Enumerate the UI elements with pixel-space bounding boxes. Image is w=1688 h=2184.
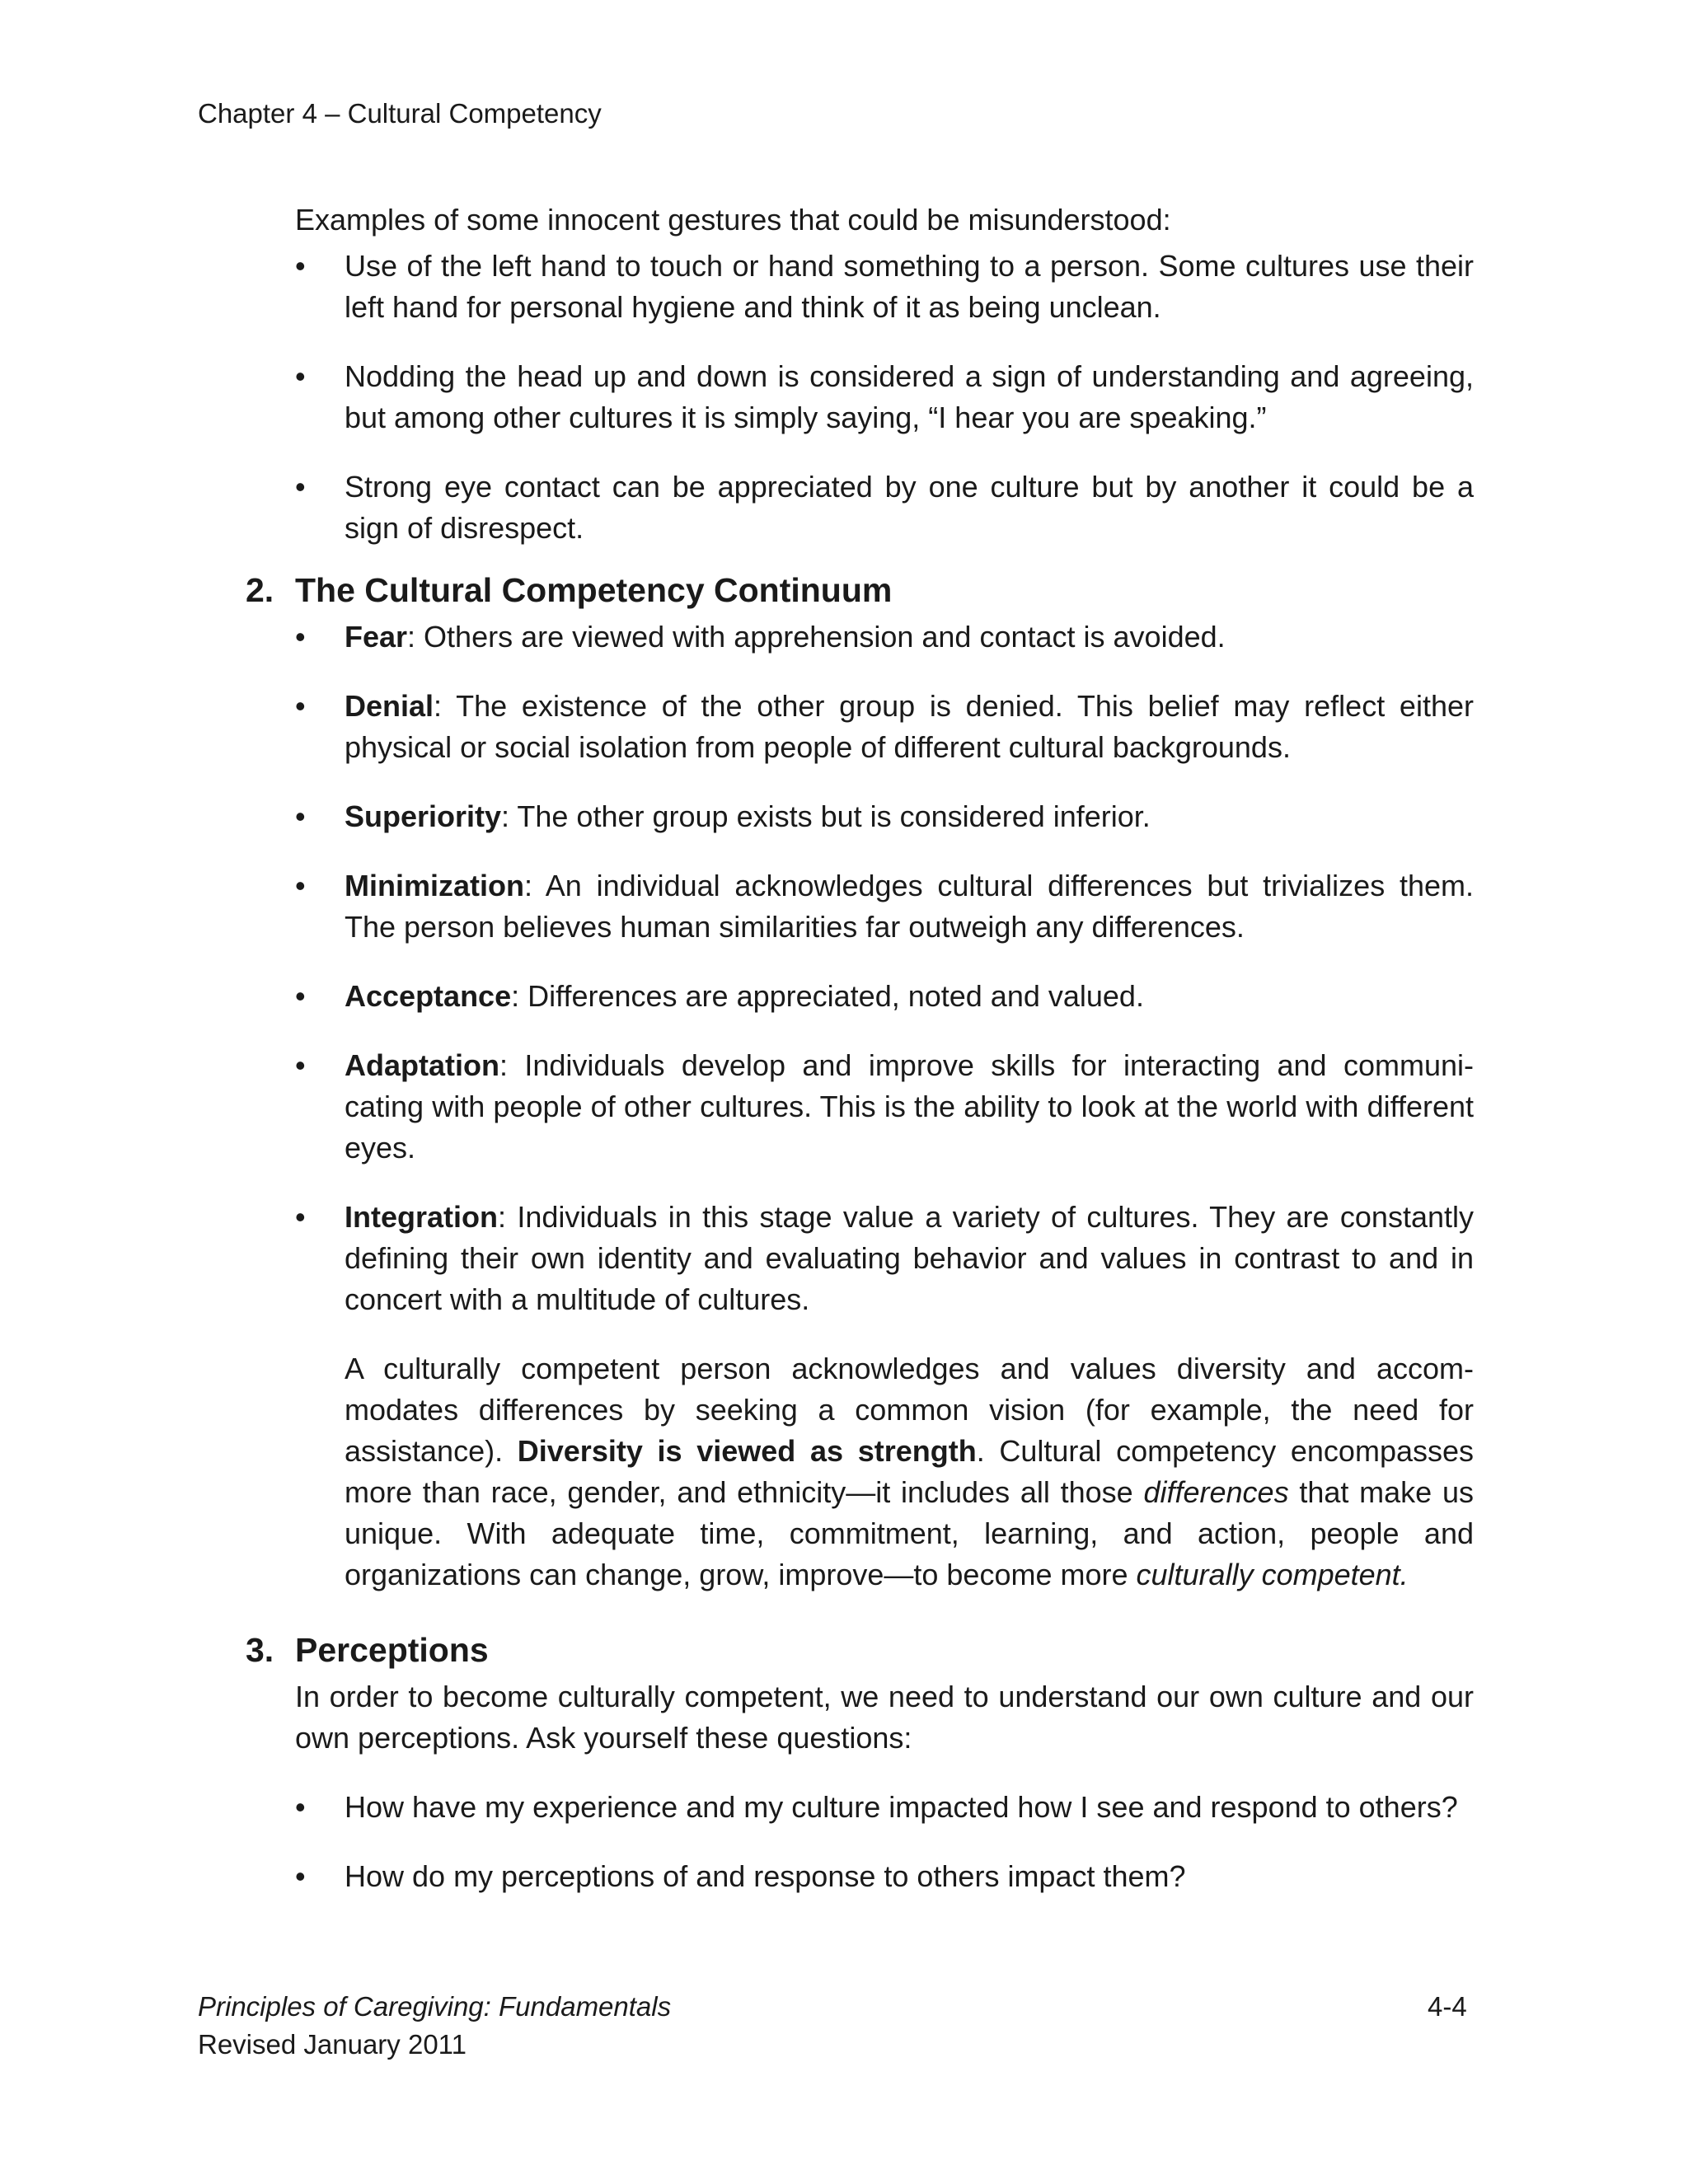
closing-italic-1: differences (1143, 1475, 1289, 1509)
list-item (295, 616, 1474, 658)
bullet-icon: • (295, 1790, 306, 1824)
list-item (295, 246, 1474, 328)
page-content (246, 199, 1475, 1925)
bullet-icon: • (295, 470, 306, 504)
section-2-heading (246, 567, 1474, 613)
list-item (295, 865, 1474, 948)
term-label: Superiority (345, 799, 502, 833)
bullet-icon: • (295, 689, 306, 723)
list-item-text: Nodding the head up and down is considered a sign of understanding and agreeing, but among other cultures it is simply saying, “I hear you are speaking.” (345, 359, 1474, 434)
section-3-heading (246, 1627, 1474, 1673)
closing-text-1: A culturally competent person acknowledges and values diversity and accom-modates differences by seeking a common vision (for example, the need for assistance). (345, 1352, 1474, 1468)
continuum-list (295, 616, 1474, 1320)
list-item (295, 1856, 1474, 1897)
term-definition: : The other group exists but is considered inferior. (501, 799, 1151, 833)
list-item-text: Use of the left hand to touch or hand something to a person. Some cultures use their left hand for personal hygiene and think of it as being unclean. (345, 249, 1474, 324)
list-item (295, 356, 1474, 438)
page-header: Chapter 4 – Cultural Competency (198, 98, 602, 129)
closing-paragraph (295, 1348, 1474, 1596)
bullet-icon: • (295, 799, 306, 833)
term-label: Acceptance (345, 979, 512, 1013)
section-title: The Cultural Competency Continuum (295, 571, 893, 609)
section-title: Perceptions (295, 1631, 489, 1669)
list-item-text: How have my experience and my culture impacted how I see and respond to others? (345, 1790, 1458, 1824)
closing-italic-2: culturally competent. (1136, 1558, 1409, 1591)
bullet-icon: • (295, 1048, 306, 1082)
gestures-list (295, 246, 1474, 549)
term-label: Adaptation (345, 1048, 499, 1082)
list-item-text: How do my perceptions of and response to others impact them? (345, 1859, 1186, 1893)
term-definition: : The existence of the other group is denied. This belief may reflect either physical or social isolation from people of different cultural backgrounds. (345, 689, 1474, 764)
term-definition: : Individuals develop and improve skills for interacting and communi-cating with people of other cultures. This is the ability to look at the world with different eyes. (345, 1048, 1474, 1165)
list-item (295, 796, 1474, 837)
list-item (295, 686, 1474, 768)
term-label: Minimization (345, 869, 524, 902)
page-footer (198, 1988, 671, 2064)
term-label: Fear (345, 620, 408, 654)
page-number: 4-4 (1428, 1991, 1467, 2022)
term-label: Integration (345, 1200, 498, 1234)
bullet-icon: • (295, 869, 306, 902)
list-item (295, 1787, 1474, 1828)
bullet-icon: • (295, 1859, 306, 1893)
section-number: 2. (246, 571, 274, 609)
bullet-icon: • (295, 620, 306, 654)
closing-text-2: . Cultural competency encompasses more than race, gender, and ethnicity—it includes all those (345, 1434, 1475, 1509)
closing-emphasis: Diversity is viewed as strength (517, 1434, 977, 1468)
term-definition: : Individuals in this stage value a variety of cultures. They are constantly defining their own identity and evaluating behavior and values in contrast to and in concert with a multitude of cultures. (345, 1200, 1474, 1316)
questions-list (295, 1787, 1474, 1897)
term-definition: : Others are viewed with apprehension and contact is avoided. (407, 620, 1226, 654)
bullet-icon: • (295, 1200, 306, 1234)
book-title: Principles of Caregiving: Fundamentals (198, 1991, 672, 2022)
term-definition: : An individual acknowledges cultural differences but trivializes them. The person believes human similarities far outweigh any differences. (345, 869, 1474, 944)
bullet-icon: • (295, 979, 306, 1013)
term-definition: : Differences are appreciated, noted and valued. (511, 979, 1144, 1013)
bullet-icon: • (295, 359, 306, 393)
bullet-icon: • (295, 249, 306, 283)
term-label: Denial (345, 689, 434, 723)
list-item-text: Strong eye contact can be appreciated by one culture but by another it could be a sign of disrespect. (345, 470, 1474, 545)
list-item (295, 976, 1474, 1017)
perceptions-intro: In order to become culturally competent, we need to understand our own culture and our own perceptions. Ask yourself these questions: (295, 1680, 1474, 1755)
closing-text-3: that make us unique. With adequate time, commitment, learning, and action, people and organizations can change, grow, improve—to become more (345, 1475, 1474, 1591)
section-number: 3. (246, 1631, 274, 1669)
list-item (295, 1045, 1474, 1169)
revision-date: Revised January 2011 (198, 2029, 467, 2060)
list-item (295, 466, 1474, 549)
intro-text: Examples of some innocent gestures that could be misunderstood: (295, 203, 1171, 237)
list-item (295, 1197, 1474, 1320)
